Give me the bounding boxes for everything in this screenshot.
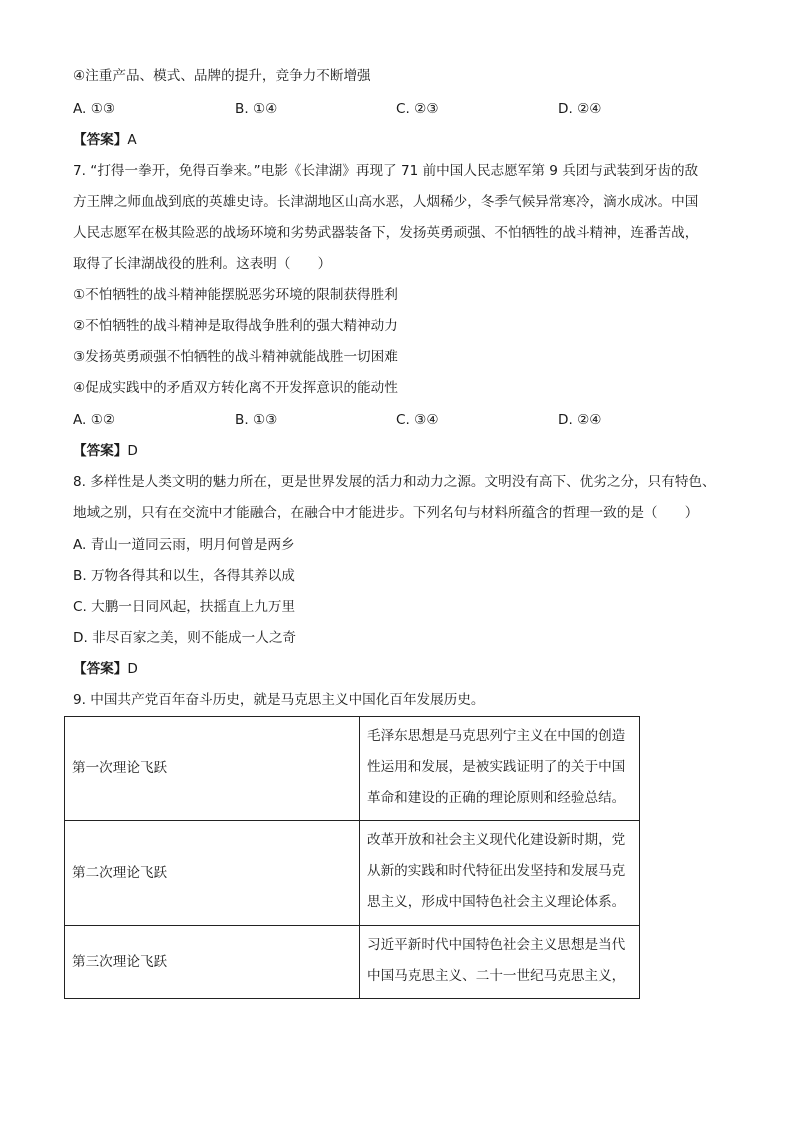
row-label: 第三次理论飞跃: [65, 926, 360, 999]
q7-stem-line-3: 人民志愿军在极其险恶的战场环境和劣势武器装备下，发扬英勇顽强、不怕牺牲的战斗精神，连番苦战，: [73, 225, 699, 241]
q6-option-4: ④注重产品、模式、品牌的提升，竞争力不断增强: [73, 68, 371, 84]
answer-tag: 【答案】: [73, 443, 128, 459]
q8-choice-a: A. 青山一道同云雨，明月何曾是两乡: [73, 537, 295, 553]
answer-tag: 【答案】: [73, 661, 128, 677]
q7-option-3: ③发扬英勇顽强不怕牺牲的战斗精神就能战胜一切困难: [73, 349, 398, 365]
q8-choice-d: D. 非尽百家之美，则不能成一人之奇: [73, 630, 297, 646]
q7-stem-line-2: 方王牌之师血战到底的英雄史诗。长津湖地区山高水恶，人烟稀少，冬季气候异常寒冷，滴水成冰。中国: [73, 194, 699, 210]
q6-choices: [73, 99, 633, 119]
answer-value: D: [127, 661, 138, 677]
answer-value: A: [127, 132, 137, 148]
answer-tag: 【答案】: [73, 132, 128, 148]
table-row: [65, 821, 640, 926]
q6-choice-d: D. ②④: [558, 101, 602, 117]
q7-option-2: ②不怕牺牲的战斗精神是取得战争胜利的强大精神动力: [73, 318, 398, 334]
row-text: 习近平新时代中国特色社会主义思想是当代中国马克思主义、二十一世纪马克思主义，: [360, 926, 640, 999]
q7-option-1: ①不怕牺牲的战斗精神能摆脱恶劣环境的限制获得胜利: [73, 287, 398, 303]
q7-choices: [73, 410, 633, 430]
q6-choice-b: B. ①④: [235, 101, 278, 117]
q7-option-4: ④促成实践中的矛盾双方转化离不开发挥意识的能动性: [73, 380, 398, 396]
q7-stem-line-4: 取得了长津湖战役的胜利。这表明（ ）: [73, 256, 332, 272]
q8-answer: [73, 659, 138, 679]
table-row: [65, 926, 640, 999]
q7-answer: [73, 441, 138, 461]
row-label: 第一次理论飞跃: [65, 717, 360, 821]
q7-choice-b: B. ①③: [235, 412, 278, 428]
q8-stem-line-2: 地域之别，只有在交流中才能融合，在融合中才能进步。下列名句与材料所蕴含的哲理一致的是（ ）: [73, 505, 699, 521]
row-label: 第二次理论飞跃: [65, 821, 360, 926]
q7-choice-a: A. ①②: [73, 412, 116, 428]
q7-choice-c: C. ③④: [396, 412, 439, 428]
row-text: 改革开放和社会主义现代化建设新时期，党从新的实践和时代特征出发坚持和发展马克思主义，形成中国特色社会主义理论体系。: [360, 821, 640, 926]
row-text: 毛泽东思想是马克思列宁主义在中国的创造性运用和发展，是被实践证明了的关于中国革命和建设的正确的理论原则和经验总结。: [360, 717, 640, 821]
q9-stem: 9. 中国共产党百年奋斗历史，就是马克思主义中国化百年发展历史。: [73, 692, 485, 708]
q6-choice-a: A. ①③: [73, 101, 116, 117]
q6-answer: [73, 130, 137, 150]
q6-choice-c: C. ②③: [396, 101, 439, 117]
answer-value: D: [127, 443, 138, 459]
q8-stem-line-1: 8. 多样性是人类文明的魅力所在，更是世界发展的活力和动力之源。文明没有高下、优劣之分，只有特色、: [73, 474, 716, 490]
table-row: [65, 717, 640, 821]
q8-choice-c: C. 大鹏一日同风起，扶摇直上九万里: [73, 599, 296, 615]
q7-choice-d: D. ②④: [558, 412, 602, 428]
q8-choice-b: B. 万物各得其和以生，各得其养以成: [73, 568, 295, 584]
q7-stem-line-1: 7. “打得一拳开，免得百拳来。”电影《长津湖》再现了 71 前中国人民志愿军第 9 兵团与武装到牙齿的敌: [73, 163, 699, 179]
theory-leap-table: [64, 716, 640, 999]
